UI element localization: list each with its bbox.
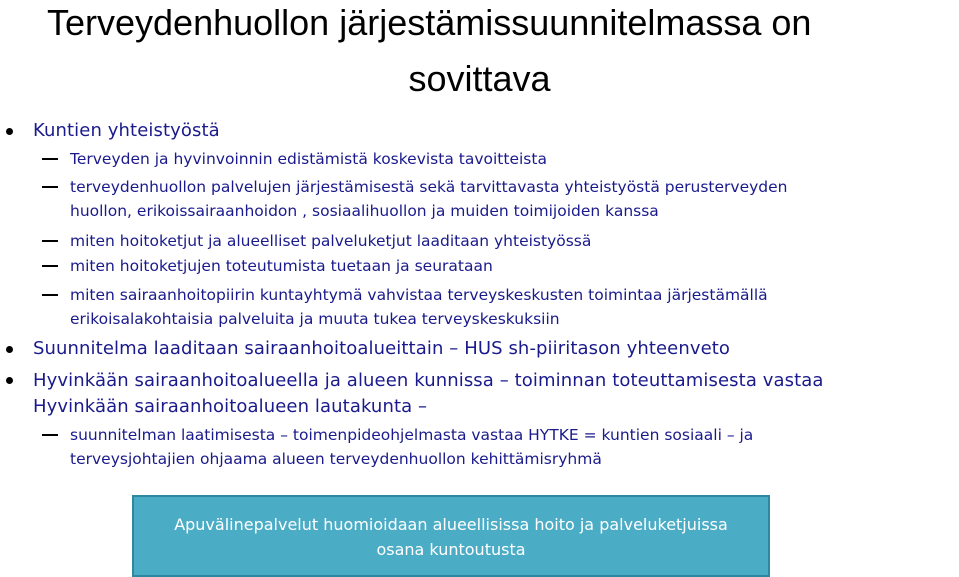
list-item-text: Kuntien yhteistyöstä bbox=[33, 120, 220, 141]
list-item bbox=[70, 175, 787, 223]
slide-title-line-1: Terveydenhuollon järjestämissuunnitelmassa on bbox=[47, 2, 812, 43]
dash-icon bbox=[42, 186, 58, 188]
list-item-text: suunnitelman laatimisesta – toimenpideohjelmasta vastaa HYTKE = kuntien sosiaali – ja bbox=[70, 426, 754, 444]
list-item-text: miten sairaanhoitopiirin kuntayhtymä vahvistaa terveyskeskusten toimintaa järjestämällä bbox=[70, 286, 768, 304]
list-item-text: miten hoitoketjujen toteutumista tuetaan ja seurataan bbox=[70, 257, 493, 275]
list-item-text: terveysjohtajien ohjaama alueen terveydenhuollon kehittämisryhmä bbox=[70, 450, 602, 468]
bullet-icon bbox=[6, 346, 13, 353]
list-item-text: Terveyden ja hyvinvoinnin edistämistä koskevista tavoitteista bbox=[70, 150, 547, 168]
dash-icon bbox=[42, 240, 58, 242]
list-item bbox=[70, 147, 547, 171]
list-item-text: Suunnitelma laaditaan sairaanhoitoalueittain – HUS sh-piiritason yhteenveto bbox=[33, 338, 731, 359]
list-item bbox=[70, 423, 753, 471]
list-item-text: huollon, erikoissairaanhoidon , sosiaalihuollon ja muiden toimijoiden kanssa bbox=[70, 202, 659, 220]
list-item-text: erikoisalakohtaisia palveluita ja muuta tukea terveyskeskuksiin bbox=[70, 310, 560, 328]
list-item bbox=[33, 337, 730, 361]
list-item bbox=[70, 229, 591, 253]
slide-title-line-2: sovittava bbox=[408, 58, 551, 99]
dash-icon bbox=[42, 265, 58, 267]
dash-icon bbox=[42, 294, 58, 296]
list-item bbox=[70, 254, 493, 278]
list-item bbox=[33, 119, 220, 143]
list-item bbox=[33, 368, 824, 420]
list-item-text: terveydenhuollon palvelujen järjestämisestä sekä tarvittavasta yhteistyöstä perusterveyden bbox=[70, 178, 788, 196]
list-item-text: Hyvinkään sairaanhoitoalueen lautakunta – bbox=[33, 396, 428, 417]
dash-icon bbox=[42, 434, 58, 436]
list-item bbox=[70, 283, 768, 331]
list-item-text: miten hoitoketjut ja alueelliset palveluketjut laaditaan yhteistyössä bbox=[70, 232, 592, 250]
callout-line-2: osana kuntoutusta bbox=[376, 540, 526, 559]
callout-line-1: Apuvälinepalvelut huomioidaan alueellisissa hoito ja palveluketjuissa bbox=[174, 515, 728, 534]
bullet-icon bbox=[6, 377, 13, 384]
list-item-text: Hyvinkään sairaanhoitoalueella ja alueen kunnissa – toiminnan toteuttamisesta vastaa bbox=[33, 370, 824, 391]
callout-box bbox=[132, 495, 770, 577]
bullet-icon bbox=[6, 128, 13, 135]
dash-icon bbox=[42, 158, 58, 160]
